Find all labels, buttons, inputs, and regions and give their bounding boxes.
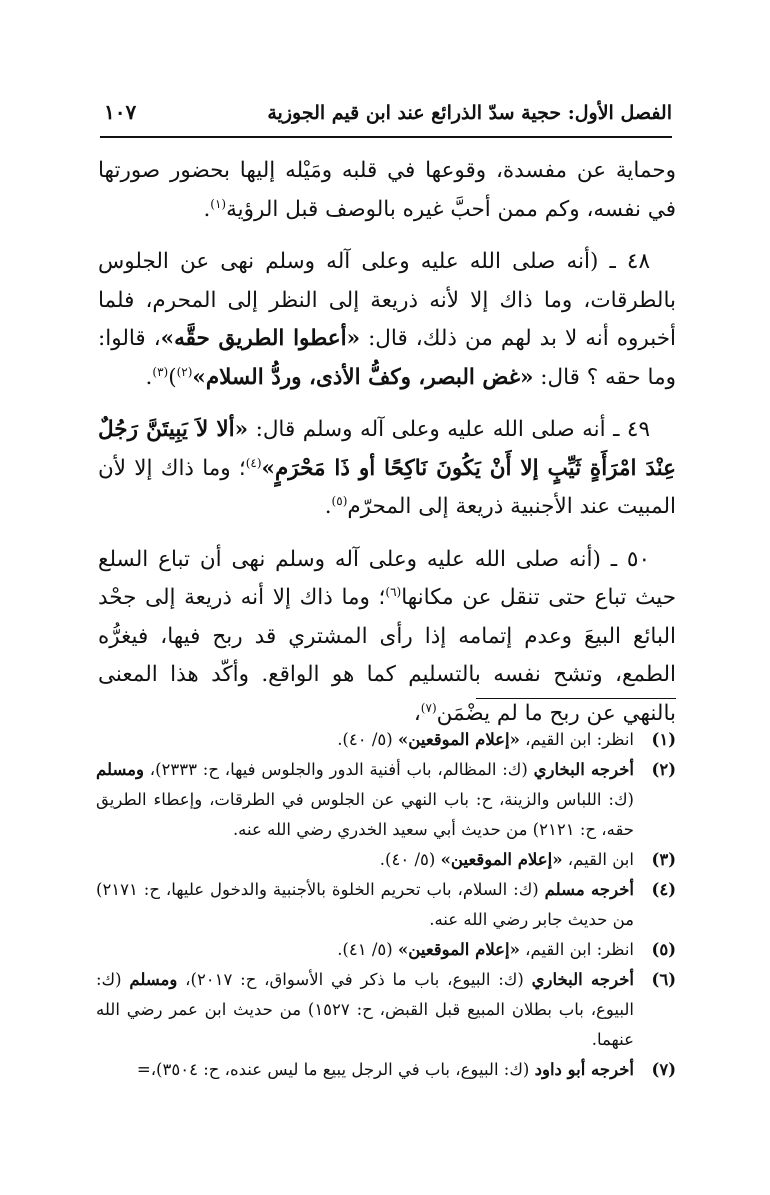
footnote-2: (٢) أخرجه البخاري (ك: المظالم، باب أفنية الدور والجلوس فيها، ح: ٢٣٣٣)، ومسلم (ك: اللباس والزينة، ح: باب النهي عن الجلوس في الطرقات، وإعطاء الطريق حقه، ح: ٢١٢١) من حديث أبي سعيد الخدري رضي الله عنه. [96, 760, 676, 839]
footnote-ref-7: (٧) [420, 700, 437, 715]
footnote-ref-4: (٤) [245, 455, 262, 470]
footnote-1: (١) انظر: ابن القيم، «إعلام الموقعين» (٥/ ٤٠). [337, 730, 676, 749]
paragraph-1: وحماية عن مفسدة، وقوعها في قلبه ومَيْله إليها بحضور صورتها في نفسه، وكم ممن أحبَّ غيره بالوصف قبل الرؤية$^{(١)}$. [98, 158, 676, 222]
footnote-separator [476, 698, 676, 699]
footnote-ref-1: (١) [210, 196, 227, 211]
footnote-5: (٥) انظر: ابن القيم، «إعلام الموقعين» (٥/ ٤١). [337, 940, 676, 959]
footnote-7: (٧) أخرجه أبو داود (ك: البيوع، باب في الرجل يبيع ما ليس عنده، ح: ٣٥٠٤)،= [136, 1060, 676, 1079]
hadith-quote: «أعطوا الطريق حقَّه» [160, 326, 361, 351]
footnote-ref-3: (٣) [152, 364, 169, 379]
hadith-quote: «ألا لاَ يَبِيتَنَّ رَجُلٌ عِنْدَ امْرَأَةٍ ثَيِّبٍ إلا أَنْ يَكُونَ نَاكِحًا أو ذَا مَحْرَمٍ» [98, 417, 676, 481]
footnote-ref-6: (٦) [385, 584, 402, 599]
paragraph-48: ٤٨ ـ (أنه صلى الله عليه وعلى آله وسلم نهى عن الجلوس بالطرقات، وما ذاك إلا لأنه ذريعة إلى النظر إلى المحرم، فلما أخبروه أنه لا بد لهم من ذلك، قال: «أعطوا الطريق حقَّه»، قالوا: وما حقه ؟ قال: «غض البصر، وكفُّ الأذى، وردُّ السلام»$^{(٢)}$)$^{(٣)}$. [98, 249, 677, 390]
running-header [100, 96, 672, 138]
page-number: ١٠٧ [104, 100, 137, 124]
paragraph-50: ٥٠ ـ (أنه صلى الله عليه وعلى آله وسلم نهى أن تباع السلع حيث تباع حتى تنقل عن مكانها$^{(٦)}$؛ وما ذاك إلا أنه ذريعة إلى جحْد البائع البيعَ وعدم إتمامه إذا رأى المشتري قد ربح فيها، فيغرُّه الطمع، وتشح نفسه بالتسليم كما هو الواقع. وأكّد هذا المعنى بالنهي عن ربح ما لم يضْمَن$^{(٧)}$، [98, 546, 676, 726]
footnote-4: (٤) أخرجه مسلم (ك: السلام، باب تحريم الخلوة بالأجنبية والدخول عليها، ح: ٢١٧١) من حديث جابر رضي الله عنه. [96, 880, 676, 929]
main-text [98, 152, 676, 747]
footnote-ref-2: (٢) [176, 364, 193, 379]
footnote-6: (٦) أخرجه البخاري (ك: البيوع، باب ما ذكر في الأسواق، ح: ٢٠١٧)، ومسلم (ك: البيوع، باب بطلان المبيع قبل القبض، ح: ١٥٢٧) من حديث ابن عمر رضي الله عنهما. [96, 970, 676, 1049]
footnotes [96, 725, 676, 1085]
footnote-3: (٣) ابن القيم، «إعلام الموقعين» (٥/ ٤٠). [379, 850, 676, 869]
footnote-ref-5: (٥) [331, 493, 348, 508]
hadith-quote: «غض البصر، وكفُّ الأذى، وردُّ السلام» [192, 364, 534, 390]
chapter-title: الفصل الأول: حجية سدّ الذرائع عند ابن قيم الجوزية [267, 102, 672, 124]
paragraph-49: ٤٩ ـ أنه صلى الله عليه وعلى آله وسلم قال: «ألا لاَ يَبِيتَنَّ رَجُلٌ عِنْدَ امْرَأَةٍ ثَيِّبٍ إلا أَنْ يَكُونَ نَاكِحًا أو ذَا مَحْرَمٍ»$^{(٤)}$؛ وما ذاك إلا لأن المبيت عند الأجنبية ذريعة إلى المحرّم$^{(٥)}$. [98, 417, 676, 519]
